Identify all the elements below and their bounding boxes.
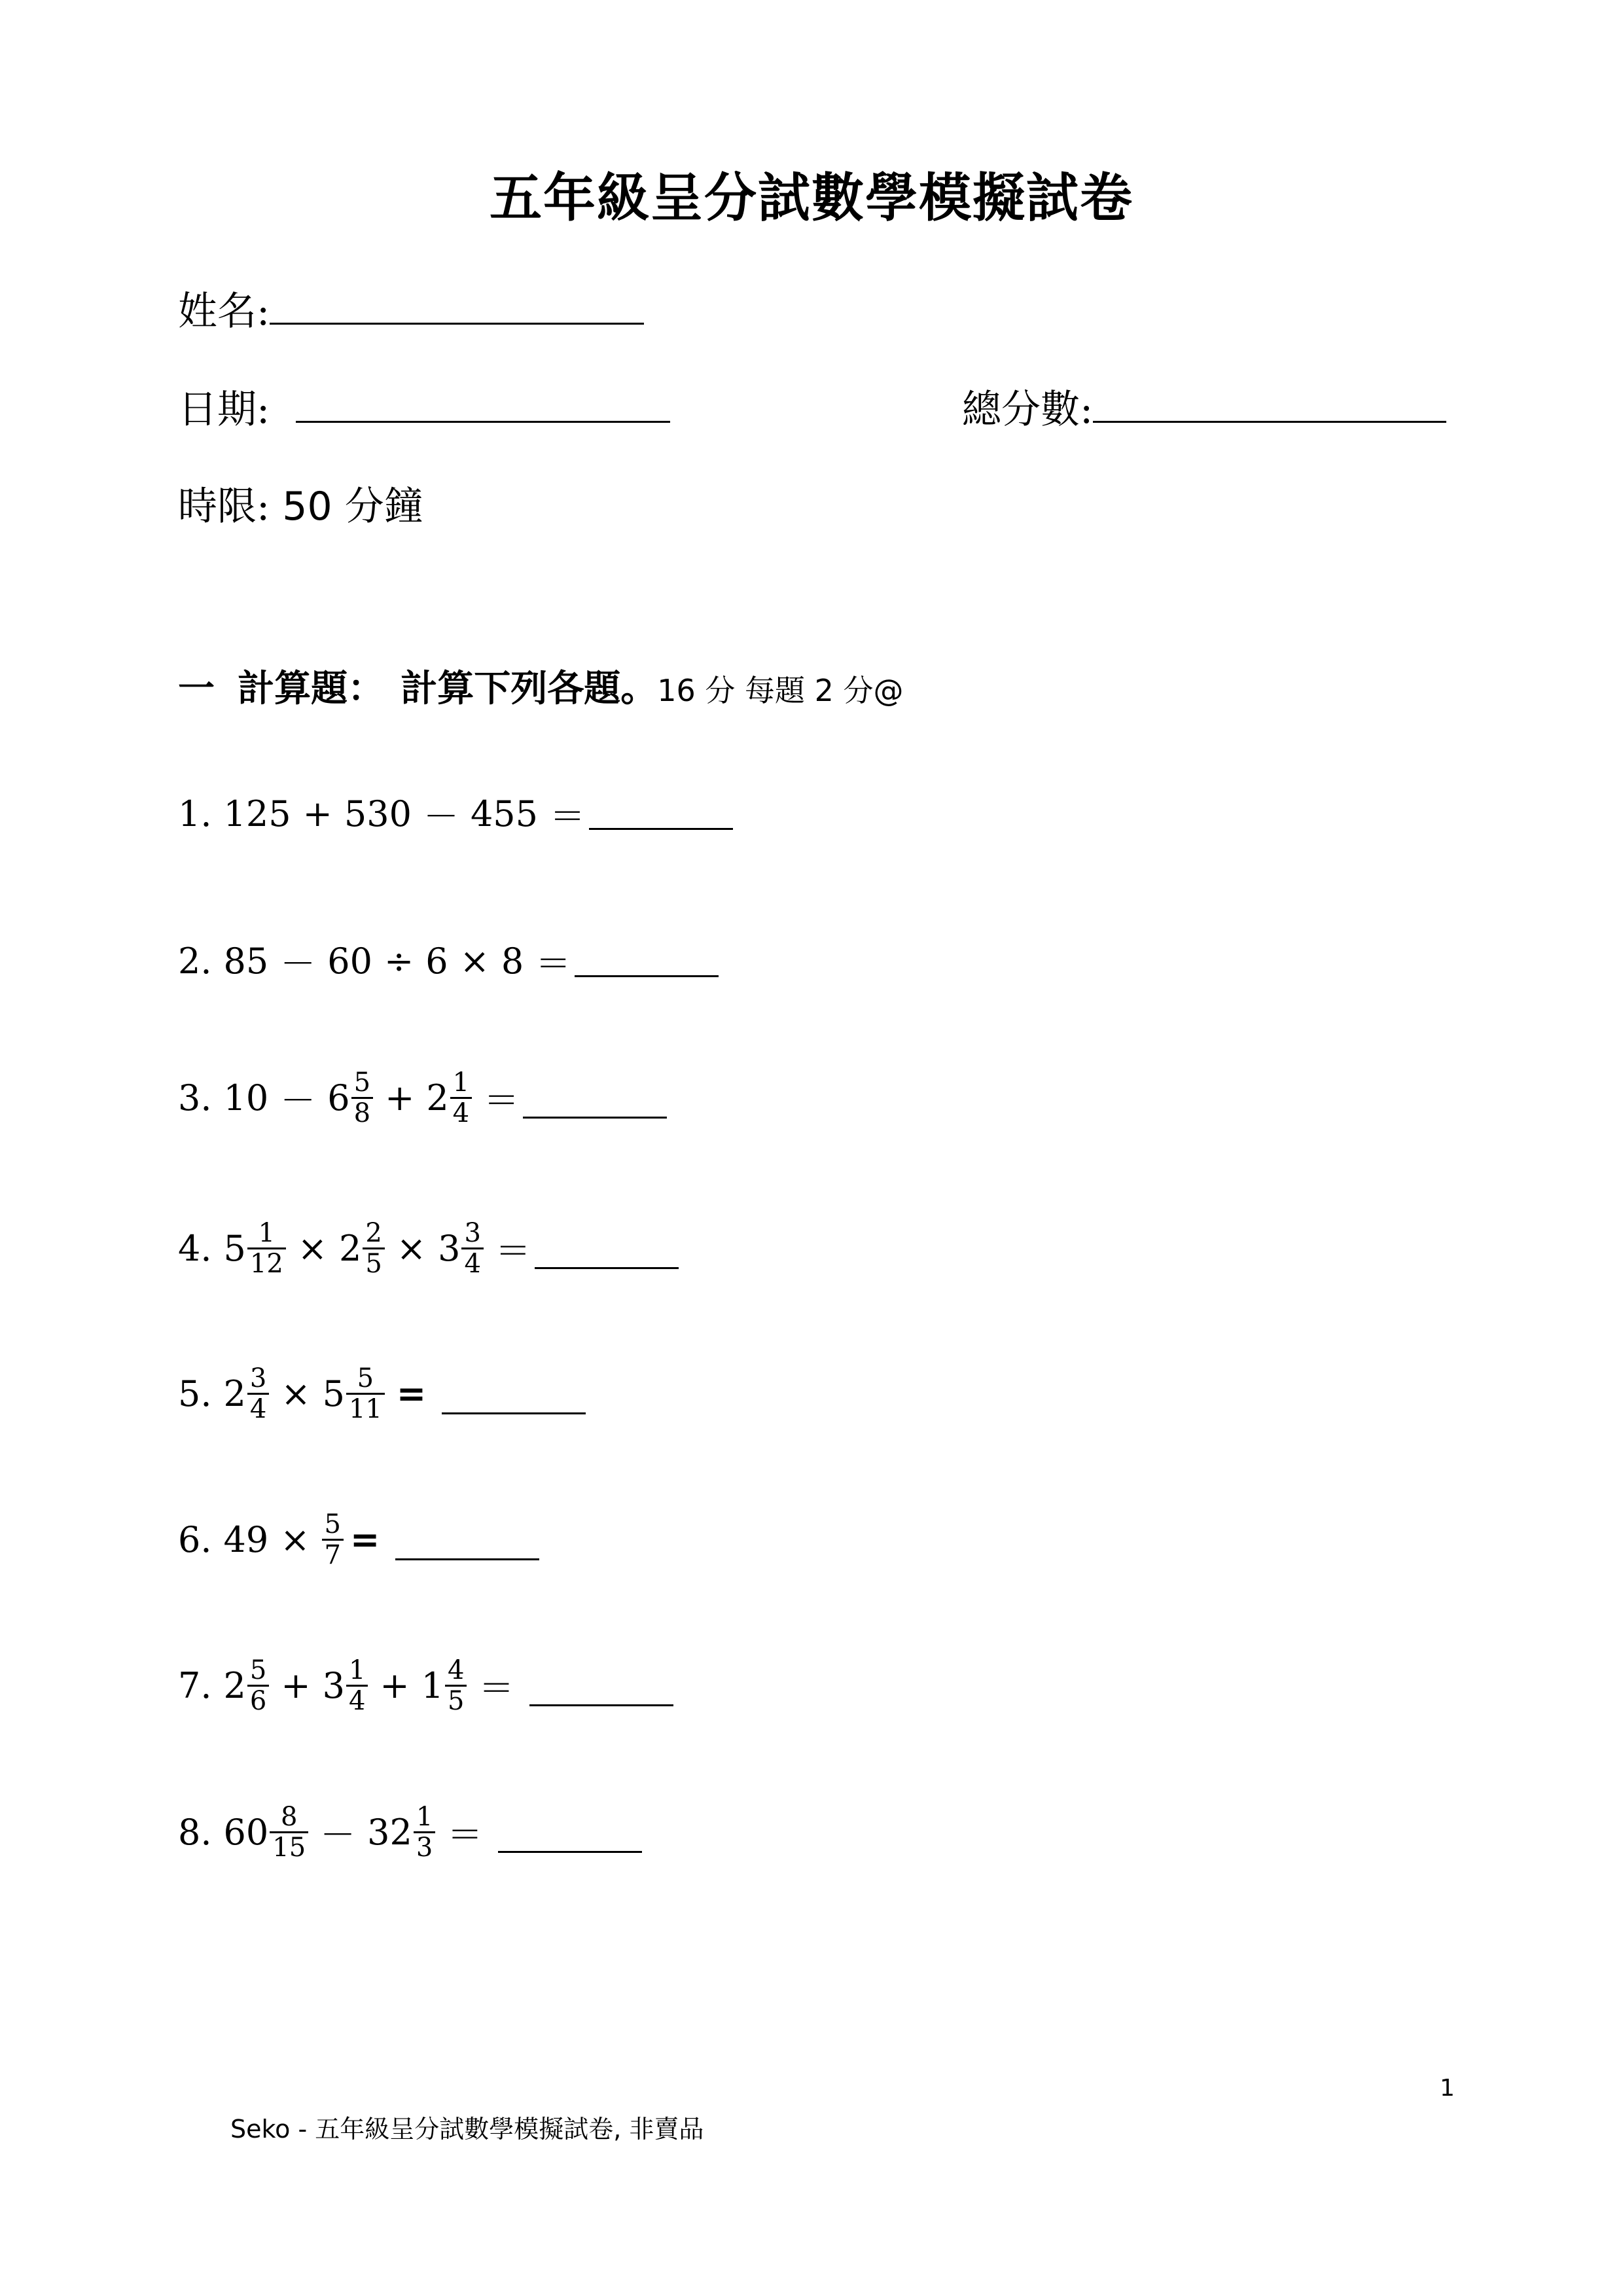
whole-part: 2 [223, 1373, 246, 1414]
whole-part: 1 [421, 1665, 444, 1706]
equals-sign: ＝ [478, 1668, 514, 1709]
operator: + [281, 1665, 311, 1706]
denominator: 7 [322, 1539, 344, 1570]
name-row [178, 280, 644, 336]
numerator: 1 [258, 1218, 276, 1248]
page-number: 1 [1440, 2075, 1455, 2102]
operator: + [380, 1665, 410, 1706]
date-row [178, 378, 670, 435]
question-number: 6. [178, 1519, 212, 1560]
numerator: 5 [324, 1509, 341, 1539]
mixed-number [323, 1364, 385, 1424]
fraction [247, 1219, 286, 1278]
question-number: 2. [178, 941, 212, 982]
equals-sign: ＝ [550, 796, 586, 837]
whole-part: 32 [367, 1812, 412, 1853]
whole-part: 5 [322, 1373, 345, 1414]
whole-part: 5 [223, 1228, 246, 1269]
score-label: 總分數: [962, 387, 1094, 433]
numerator: 1 [452, 1067, 470, 1098]
operator: × [396, 1228, 427, 1269]
name-label: 姓名: [178, 289, 270, 334]
whole-part: 2 [426, 1077, 449, 1119]
operand: 125 [223, 793, 291, 834]
question-2 [178, 936, 730, 986]
mixed-number [224, 1803, 309, 1862]
operand: 60 [327, 941, 372, 982]
question-1 [178, 789, 745, 839]
section-instruction: 計算下列各題。 [401, 668, 658, 710]
question-4 [178, 1219, 690, 1278]
numerator: 1 [416, 1802, 433, 1832]
mixed-number [421, 1656, 467, 1715]
numerator: 2 [365, 1218, 382, 1248]
mixed-number [224, 1364, 270, 1424]
date-label: 日期: [178, 387, 270, 433]
denominator: 5 [363, 1247, 384, 1278]
numerator: 5 [353, 1067, 371, 1098]
operator: － [423, 796, 459, 837]
denominator: 6 [247, 1685, 269, 1715]
numerator: 3 [249, 1363, 267, 1393]
operand: 49 [223, 1519, 269, 1560]
fraction [247, 1656, 269, 1715]
whole-part: 2 [339, 1228, 362, 1269]
operator: × [297, 1228, 328, 1269]
answer-blank[interactable] [575, 949, 719, 977]
mixed-number [426, 1068, 472, 1128]
operand: 85 [223, 941, 269, 982]
score-blank[interactable] [1093, 420, 1446, 423]
answer-blank[interactable] [442, 1386, 586, 1414]
equals-sign: ＝ [484, 1080, 520, 1121]
operand: 10 [223, 1077, 269, 1119]
time-row [178, 475, 423, 531]
whole-part: 3 [438, 1228, 461, 1269]
numerator: 5 [357, 1363, 374, 1393]
numerator: 8 [280, 1802, 298, 1832]
fraction [461, 1219, 483, 1278]
section-number: 一 [178, 668, 215, 710]
denominator: 4 [247, 1393, 269, 1424]
fraction [351, 1068, 373, 1128]
whole-part: 2 [223, 1665, 246, 1706]
name-blank[interactable] [270, 322, 644, 325]
footer-text: Seko - 五年級呈分試數學模擬試卷, 非賣品 [230, 2115, 704, 2144]
whole-part: 3 [322, 1665, 345, 1706]
section-heading [178, 660, 903, 712]
question-3 [178, 1068, 679, 1128]
question-number: 3. [178, 1077, 212, 1119]
numerator: 4 [448, 1655, 465, 1685]
fraction [346, 1364, 385, 1424]
fraction [414, 1803, 435, 1862]
section-marks: 16 分 每題 2 分@ [657, 673, 904, 708]
time-value: 50 [282, 484, 332, 529]
fraction [445, 1656, 467, 1715]
operand: 6 [425, 941, 448, 982]
operand: 530 [344, 793, 412, 834]
fraction [247, 1364, 269, 1424]
whole-part: 6 [327, 1077, 350, 1119]
date-blank[interactable] [296, 420, 670, 423]
answer-blank[interactable] [498, 1825, 642, 1853]
numerator: 5 [249, 1655, 267, 1685]
fraction [322, 1510, 344, 1570]
denominator: 15 [270, 1831, 308, 1862]
operator: － [280, 943, 316, 984]
score-row [962, 378, 1446, 435]
question-number: 1. [178, 793, 212, 834]
operator: － [320, 1814, 356, 1856]
answer-blank[interactable] [395, 1532, 539, 1560]
denominator: 4 [450, 1097, 472, 1128]
time-unit: 分鐘 [344, 484, 423, 529]
mixed-number [323, 1656, 368, 1715]
answer-blank[interactable] [523, 1090, 667, 1119]
equals-sign: ＝ [495, 1230, 531, 1272]
operator: × [280, 1519, 310, 1560]
operator: － [280, 1080, 316, 1121]
operator: + [385, 1077, 415, 1119]
equals-sign: = [396, 1373, 427, 1414]
operator: + [302, 793, 332, 834]
question-7 [178, 1656, 685, 1715]
operator: × [459, 941, 490, 982]
whole-part: 60 [223, 1812, 269, 1853]
operator: × [281, 1373, 311, 1414]
equals-sign: = [349, 1519, 380, 1560]
operand: 455 [470, 793, 539, 834]
fraction [346, 1656, 368, 1715]
question-number: 7. [178, 1665, 212, 1706]
question-6 [178, 1510, 551, 1570]
fraction [270, 1803, 308, 1862]
fraction [363, 1219, 384, 1278]
denominator: 4 [346, 1685, 368, 1715]
mixed-number [224, 1656, 270, 1715]
denominator: 3 [414, 1831, 435, 1862]
mixed-number [327, 1068, 373, 1128]
denominator: 11 [346, 1393, 385, 1424]
answer-blank[interactable] [529, 1678, 673, 1706]
question-5 [178, 1364, 597, 1424]
mixed-number [438, 1219, 484, 1278]
denominator: 5 [445, 1685, 467, 1715]
numerator: 1 [348, 1655, 366, 1685]
denominator: 8 [351, 1097, 373, 1128]
time-label: 時限: [178, 484, 270, 529]
question-8 [178, 1803, 654, 1862]
equals-sign: ＝ [447, 1814, 483, 1856]
section-heading-text: 計算題： [238, 668, 385, 710]
denominator: 4 [461, 1247, 483, 1278]
numerator: 3 [464, 1218, 481, 1248]
denominator: 12 [247, 1247, 286, 1278]
answer-blank[interactable] [589, 802, 733, 830]
equals-sign: ＝ [535, 943, 571, 984]
question-number: 5. [178, 1373, 212, 1414]
mixed-number [339, 1219, 385, 1278]
operator: ÷ [383, 941, 414, 982]
exam-title: 五年級呈分試數學模擬試卷 [490, 168, 1133, 228]
operand: 8 [501, 941, 524, 982]
mixed-number [224, 1219, 286, 1278]
mixed-number [367, 1803, 435, 1862]
fraction [450, 1068, 472, 1128]
question-number: 8. [178, 1812, 212, 1853]
answer-blank[interactable] [535, 1241, 679, 1269]
question-number: 4. [178, 1228, 212, 1269]
